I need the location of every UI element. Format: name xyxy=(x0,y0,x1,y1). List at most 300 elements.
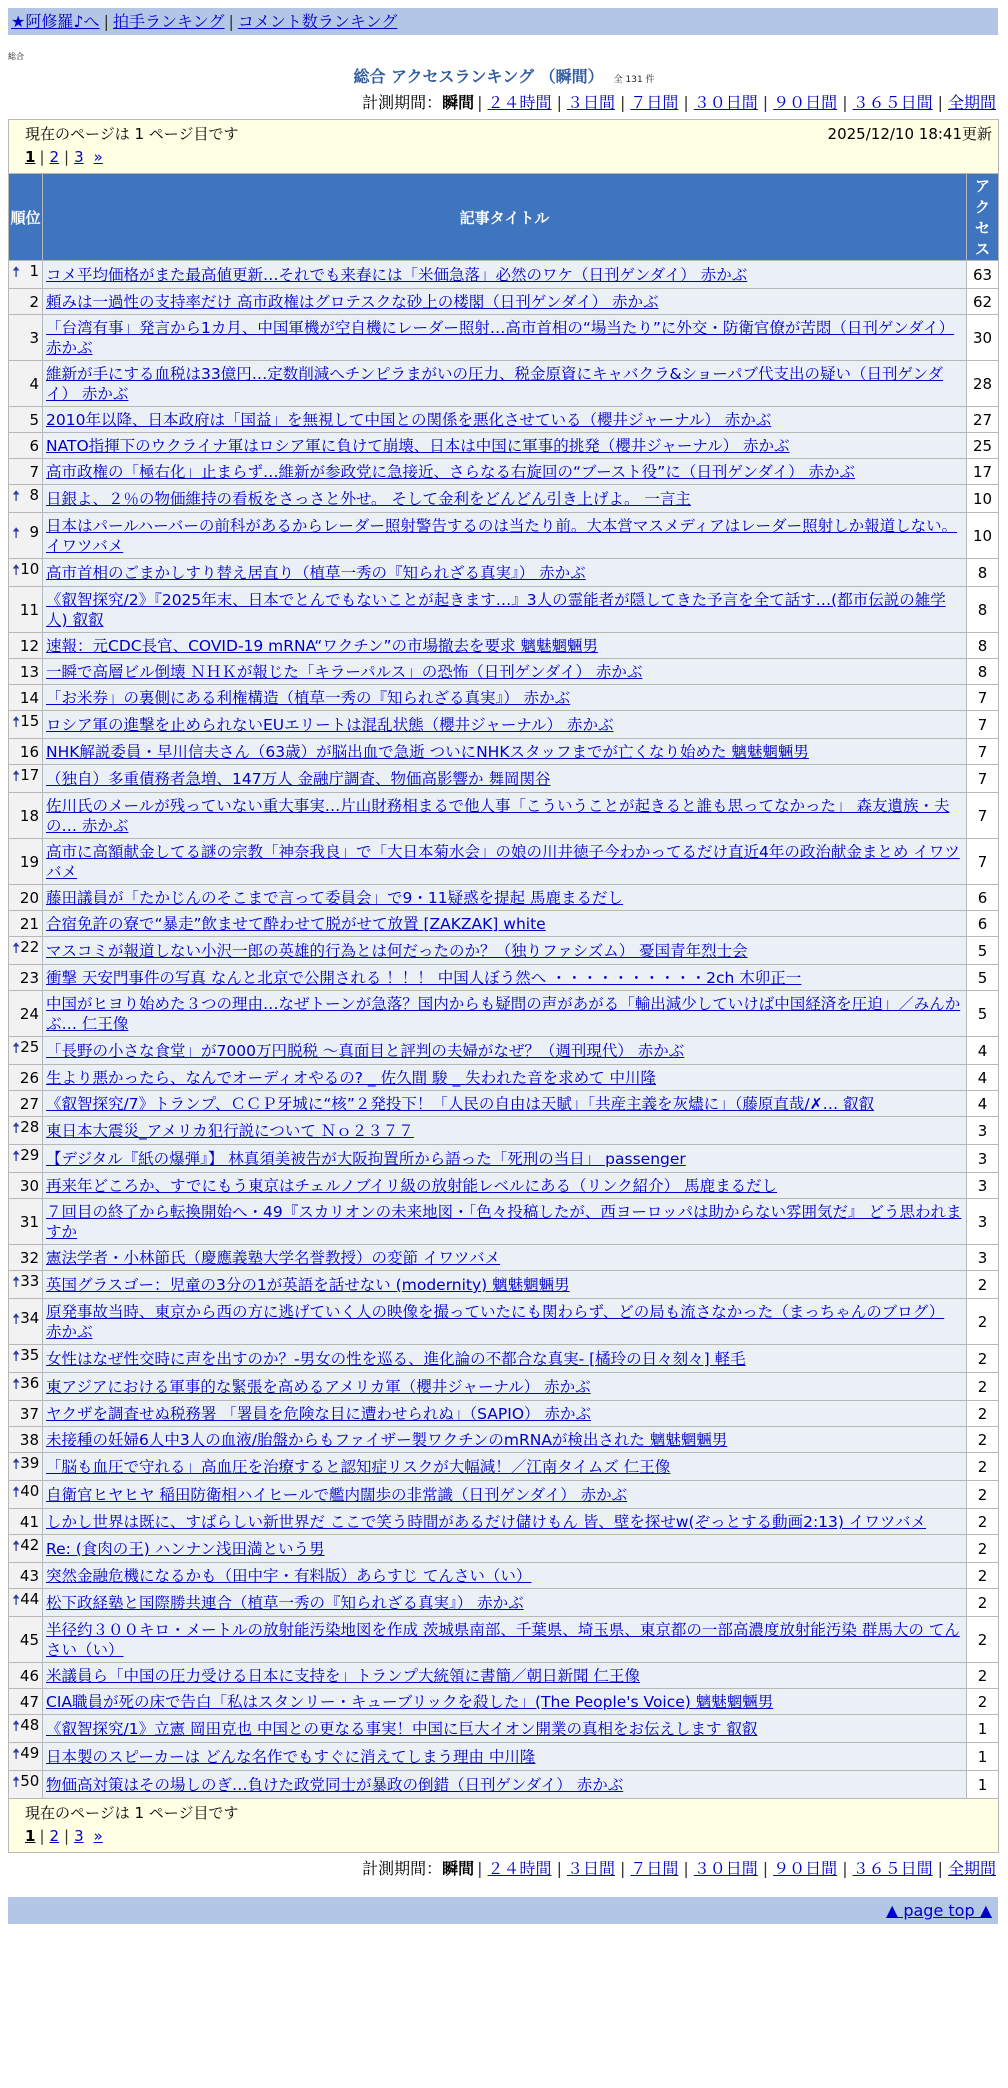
page-top-link[interactable]: ▲ page top ▲ xyxy=(885,1901,992,1920)
access-count: 27 xyxy=(967,407,999,433)
page-current: 1 xyxy=(25,1827,36,1845)
header-title: 記事タイトル xyxy=(43,174,967,261)
period-separator: | xyxy=(556,1859,562,1878)
access-count: 1 xyxy=(967,1715,999,1743)
period-all[interactable]: 全期間 xyxy=(947,1859,996,1878)
access-count: 4 xyxy=(967,1065,999,1091)
period-selector-top xyxy=(0,93,998,113)
rank-number: 36 xyxy=(20,1374,40,1392)
rank-up-arrow-icon: 🠅 xyxy=(12,1537,21,1555)
table-row xyxy=(9,711,999,739)
period-365d[interactable]: ３６５日間 xyxy=(852,93,933,112)
rank-cell xyxy=(9,1427,43,1453)
table-row xyxy=(9,965,999,991)
rank-number: 35 xyxy=(20,1346,40,1364)
article-link[interactable]: （独自）多重債務者急増、147万人 金融庁調査、物価高影響か 舞岡関谷 xyxy=(46,770,551,788)
title-cell xyxy=(43,685,967,711)
ranking-title: 総合 アクセスランキング （瞬間） xyxy=(353,67,604,86)
table-row xyxy=(9,1173,999,1199)
access-count: 8 xyxy=(967,587,999,633)
table-row xyxy=(9,1245,999,1271)
title-cell xyxy=(43,1535,967,1563)
rank-number: 3 xyxy=(29,328,39,347)
rank-number: 4 xyxy=(29,374,39,393)
table-row xyxy=(9,587,999,633)
article-link[interactable]: 英国グラスゴー：児童の3分の1が英語を話せない (modernity) 魑魅魍魎男 xyxy=(46,1276,570,1294)
rank-cell xyxy=(9,965,43,991)
table-row xyxy=(9,315,999,361)
access-count: 28 xyxy=(967,361,999,407)
period-separator: | xyxy=(477,1859,483,1878)
nav-separator: | xyxy=(228,12,234,31)
access-count: 2 xyxy=(967,1345,999,1373)
rank-number: 20 xyxy=(19,888,39,907)
page-separator: | xyxy=(64,1827,70,1845)
rank-cell xyxy=(9,685,43,711)
title-cell xyxy=(43,633,967,659)
rank-up-arrow-icon: 🠅 xyxy=(12,1591,21,1609)
article-link[interactable]: 《叡智探究/2》『2025年末、日本でとんでもないことが起きます…』3人の霊能者が隠してきた予言を全て話す…(都市伝説の雑学人) 叡叡 xyxy=(46,591,946,629)
period-separator: | xyxy=(556,93,562,112)
article-link[interactable]: 藤田議員が「たかじんのそこまで言って委員会」で9・11疑惑を提起 馬鹿まるだし xyxy=(46,889,624,907)
rank-number: 18 xyxy=(19,806,39,825)
access-count: 2 xyxy=(967,1563,999,1589)
rank-number: 21 xyxy=(19,914,39,933)
period-label: 計測期間： xyxy=(362,1859,443,1878)
article-link[interactable]: 米議員ら「中国の圧力受ける日本に支持を」トランプ大統領に書簡／朝日新聞 仁王像 xyxy=(46,1667,640,1685)
table-row xyxy=(9,433,999,459)
rank-cell xyxy=(9,633,43,659)
footer-bar xyxy=(8,1897,998,1924)
rank-number: 9 xyxy=(29,523,39,541)
article-link[interactable]: 日銀よ、２％の物価維持の看板をさっさと外せ。 そして金利をどんどん引き上げよ。 一言主 xyxy=(46,490,691,508)
article-link[interactable]: 高市首相のごまかしすり替え居直り（植草一秀の『知られざる真実』） 赤かぶ xyxy=(46,564,586,582)
article-link[interactable]: 憲法学者・小林節氏（慶應義塾大学名誉教授）の変節 イワツバメ xyxy=(46,1249,501,1267)
title-cell xyxy=(43,659,967,685)
rank-cell xyxy=(9,1091,43,1117)
title-cell xyxy=(43,793,967,839)
title-cell xyxy=(43,739,967,765)
table-row xyxy=(9,289,999,315)
article-link[interactable]: 《叡智探究/1》立憲 岡田克也 中国との更なる事実！中国に巨大イオン開業の真相をお伝えします 叡叡 xyxy=(46,1720,758,1738)
rank-number: 28 xyxy=(20,1118,40,1136)
table-row xyxy=(9,885,999,911)
access-count: 17 xyxy=(967,459,999,485)
clap-ranking-link[interactable]: 拍手ランキング xyxy=(112,12,225,31)
rank-cell xyxy=(9,1245,43,1271)
article-link[interactable]: 頼みは一過性の支持率だけ 高市政権はグロテスクな砂上の楼閣（日刊ゲンダイ） 赤かぶ xyxy=(46,293,659,311)
page-separator: | xyxy=(64,148,70,166)
title-cell xyxy=(43,1173,967,1199)
period-3d[interactable]: ３日間 xyxy=(566,1859,615,1878)
article-link[interactable]: 生より悪かったら、なんでオーディオやるの? _ 佐久間 駿 _ 失われた音を求めて 中川隆 xyxy=(46,1069,657,1087)
rank-up-arrow-icon: 🠅 xyxy=(12,1483,21,1501)
title-cell xyxy=(43,1199,967,1245)
article-link[interactable]: 東日本大震災_アメリカ犯行説について Ｎｏ２３７７ xyxy=(46,1122,414,1140)
ranking-title-row xyxy=(0,67,1008,87)
rank-cell xyxy=(9,793,43,839)
rank-number: 13 xyxy=(19,662,39,681)
rank-cell xyxy=(9,261,43,289)
rank-cell xyxy=(9,739,43,765)
period-all[interactable]: 全期間 xyxy=(947,93,996,112)
rank-number: 25 xyxy=(20,1038,40,1056)
access-count: 2 xyxy=(967,1509,999,1535)
rank-cell xyxy=(9,1145,43,1173)
period-current: 瞬間 xyxy=(442,1859,475,1878)
period-current: 瞬間 xyxy=(442,93,475,112)
rank-cell xyxy=(9,1173,43,1199)
article-link[interactable]: 一瞬で高層ビル倒壊 ＮＨＫが報じた「キラーパルス」の恐怖（日刊ゲンダイ） 赤かぶ xyxy=(46,663,643,681)
pagination xyxy=(25,148,992,166)
article-link[interactable]: 東アジアにおける軍事的な緊張を高めるアメリカ軍（櫻井ジャーナル） 赤かぶ xyxy=(46,1378,591,1396)
access-count: 7 xyxy=(967,685,999,711)
period-separator: | xyxy=(842,1859,848,1878)
article-link[interactable]: 松下政経塾と国際勝共連合（植草一秀の『知られざる真実』） 赤かぶ xyxy=(46,1594,524,1612)
nav-separator: | xyxy=(103,12,109,31)
article-link[interactable]: 維新が手にする血税は33億円…定数削減へチンピラまがいの圧力、税金原資にキャバクラ&ショーパブ代支出の疑い（日刊ゲンダイ） 赤かぶ xyxy=(46,365,944,403)
table-header-row xyxy=(9,174,999,261)
period-separator: | xyxy=(683,93,689,112)
rank-cell xyxy=(9,1617,43,1663)
title-cell xyxy=(43,261,967,289)
rank-cell xyxy=(9,315,43,361)
access-count: 8 xyxy=(967,559,999,587)
title-cell xyxy=(43,1117,967,1145)
rank-number: 10 xyxy=(20,560,40,578)
title-cell xyxy=(43,1715,967,1743)
rank-up-arrow-icon: 🠅 xyxy=(12,263,21,281)
article-link[interactable]: 高市に高額献金してる謎の宗教「神奈我良」で「大日本菊水会」の娘の川井徳子今わかってるだけ直近4年の政治献金まとめ イワツバメ xyxy=(46,843,960,881)
article-link[interactable]: 自衛官ヒヤヒヤ 稲田防衛相ハイヒールで艦内闊歩の非常識（日刊ゲンダイ） 赤かぶ xyxy=(46,1486,628,1504)
current-page-text: 現在のページは 1 ページ目です xyxy=(25,125,239,143)
access-count: 2 xyxy=(967,1617,999,1663)
home-link[interactable]: ★阿修羅♪へ xyxy=(11,12,100,31)
table-row xyxy=(9,485,999,513)
rank-cell xyxy=(9,1715,43,1743)
article-link[interactable]: 日本はパールハーバーの前科があるからレーダー照射警告するのは当たり前。大本営マスメディアはレーダー照射しか報道しない。 イワツバメ xyxy=(46,517,958,555)
rank-number: 2 xyxy=(29,292,39,311)
current-page-text: 現在のページは 1 ページ目です xyxy=(25,1804,239,1822)
title-cell xyxy=(43,1689,967,1715)
table-row xyxy=(9,1373,999,1401)
access-count: 3 xyxy=(967,1145,999,1173)
title-cell xyxy=(43,937,967,965)
rank-number: 44 xyxy=(20,1590,40,1608)
header-access: アクセス xyxy=(967,174,999,261)
rank-cell xyxy=(9,1065,43,1091)
access-count: 1 xyxy=(967,1771,999,1799)
rank-number: 29 xyxy=(20,1146,40,1164)
article-link[interactable]: コメ平均価格がまた最高値更新…それでも来春には「米価急落」必然のワケ（日刊ゲンダイ） 赤かぶ xyxy=(46,266,748,284)
article-link[interactable]: 衝撃 天安門事件の写真 なんと北京で公開される ！！！ 中国人ぼう然へ ・・・・・・・・・・2ch 木卯正一 xyxy=(46,969,802,987)
rank-number: 27 xyxy=(19,1094,39,1113)
period-separator: | xyxy=(683,1859,689,1878)
title-cell xyxy=(43,1091,967,1117)
page-separator: | xyxy=(39,148,45,166)
rank-number: 16 xyxy=(19,742,39,761)
rank-number: 46 xyxy=(19,1666,39,1685)
comment-ranking-link[interactable]: コメント数ランキング xyxy=(237,12,398,31)
access-count: 3 xyxy=(967,1199,999,1245)
article-link[interactable]: NHK解説委員・早川信夫さん（63歳）が脳出血で急逝 ついにNHKスタッフまでが亡くなり始めた 魑魅魍魎男 xyxy=(46,743,809,761)
rank-number: 23 xyxy=(19,968,39,987)
table-row xyxy=(9,1091,999,1117)
rank-up-arrow-icon: 🠅 xyxy=(12,1745,21,1763)
next-page-link[interactable]: » xyxy=(93,1827,103,1845)
title-cell xyxy=(43,911,967,937)
article-link[interactable]: 「お米券」の裏側にある利権構造（植草一秀の『知られざる真実』） 赤かぶ xyxy=(46,689,571,707)
table-row xyxy=(9,1743,999,1771)
rank-cell xyxy=(9,1563,43,1589)
access-count: 7 xyxy=(967,711,999,739)
rank-number: 42 xyxy=(20,1536,40,1554)
access-count: 5 xyxy=(967,991,999,1037)
rank-number: 40 xyxy=(20,1482,40,1500)
period-30d[interactable]: ３０日間 xyxy=(693,93,758,112)
pagination xyxy=(25,1827,992,1845)
article-link[interactable]: 「長野の小さな食堂」が7000万円脱税 ～真面目と評判の夫婦がなぜ？（週刊現代） 赤かぶ xyxy=(46,1042,685,1060)
rank-number: 5 xyxy=(29,410,39,429)
table-row xyxy=(9,513,999,559)
rank-up-arrow-icon: 🠅 xyxy=(12,1773,21,1791)
table-row xyxy=(9,1065,999,1091)
rank-number: 48 xyxy=(20,1716,40,1734)
period-separator: | xyxy=(477,93,483,112)
page-2-link[interactable]: 2 xyxy=(49,148,60,166)
title-cell xyxy=(43,407,967,433)
article-link[interactable]: 合宿免許の寮で“暴走”飲ませて酔わせて脱がせて放置 [ZAKZAK] white xyxy=(46,915,546,933)
period-separator: | xyxy=(619,1859,626,1878)
access-count: 2 xyxy=(967,1271,999,1299)
rank-number: 1 xyxy=(29,262,39,280)
rank-cell xyxy=(9,513,43,559)
period-24h[interactable]: ２４時間 xyxy=(487,1859,552,1878)
rank-cell xyxy=(9,289,43,315)
article-link[interactable]: Re: (食肉の王) ハンナン浅田満という男 xyxy=(46,1540,325,1558)
access-count: 2 xyxy=(967,1453,999,1481)
rank-number: 50 xyxy=(20,1772,40,1790)
title-cell xyxy=(43,1373,967,1401)
rank-number: 26 xyxy=(19,1068,39,1087)
period-separator: | xyxy=(619,93,626,112)
access-count: 6 xyxy=(967,885,999,911)
title-cell xyxy=(43,559,967,587)
article-link[interactable]: 未接種の妊婦6人中3人の血液/胎盤からもファイザー製ワクチンのmRNAが検出された 魑魅魍魎男 xyxy=(46,1431,728,1449)
article-link[interactable]: 中国がヒヨり始めた３つの理由…なぜトーンが急落？国内からも疑問の声があがる「輸出減少していけば中国経済を圧迫」／みんかぶ… 仁王像 xyxy=(46,995,961,1033)
title-cell xyxy=(43,315,967,361)
rank-cell xyxy=(9,1743,43,1771)
period-90d[interactable]: ９０日間 xyxy=(773,93,838,112)
table-row xyxy=(9,1199,999,1245)
ranking-table xyxy=(8,119,999,1853)
table-row xyxy=(9,1509,999,1535)
rank-number: 31 xyxy=(19,1212,39,1231)
access-count: 2 xyxy=(967,1589,999,1617)
period-30d[interactable]: ３０日間 xyxy=(693,1859,758,1878)
page-3-link[interactable]: 3 xyxy=(74,1827,84,1845)
rank-cell xyxy=(9,1689,43,1715)
article-link[interactable]: 【デジタル『紙の爆弾』】 林真須美被告が大阪拘置所から語った「死刑の当日」 passenger xyxy=(46,1150,686,1168)
title-cell xyxy=(43,485,967,513)
title-cell xyxy=(43,1145,967,1173)
access-count: 2 xyxy=(967,1401,999,1427)
title-cell xyxy=(43,1481,967,1509)
title-cell xyxy=(43,885,967,911)
access-count: 8 xyxy=(967,659,999,685)
header-rank: 順位 xyxy=(9,174,43,261)
article-link[interactable]: 突然金融危機になるかも（田中宇・有料版）あらすじ てんさい（い） xyxy=(46,1567,532,1585)
period-7d[interactable]: ７日間 xyxy=(630,1859,679,1878)
access-count: 6 xyxy=(967,911,999,937)
rank-number: 24 xyxy=(19,1004,39,1023)
rank-number: 14 xyxy=(19,688,39,707)
period-separator: | xyxy=(762,93,769,112)
rank-up-arrow-icon: 🠅 xyxy=(12,1039,21,1057)
rank-number: 47 xyxy=(19,1692,39,1711)
page-current: 1 xyxy=(25,148,36,166)
rank-cell xyxy=(9,711,43,739)
article-link[interactable]: ヤクザを調査せぬ税務署 「署員を危険な目に遭わせられぬ」（SAPIO） 赤かぶ xyxy=(46,1405,591,1423)
article-link[interactable]: 原発事故当時、東京から西の方に逃げていく人の映像を撮っていたにも関わらず、どの局も流さなかった（まっちゃんのブログ） 赤かぶ xyxy=(46,1303,945,1341)
rank-number: 22 xyxy=(20,938,40,956)
rank-cell xyxy=(9,1535,43,1563)
period-24h[interactable]: ２４時間 xyxy=(487,93,552,112)
period-90d[interactable]: ９０日間 xyxy=(773,1859,838,1878)
rank-cell xyxy=(9,587,43,633)
rank-cell xyxy=(9,1373,43,1401)
rank-cell xyxy=(9,1271,43,1299)
rank-cell xyxy=(9,1037,43,1065)
article-link[interactable]: 物価高対策はその場しのぎ…負けた政党同士が暴政の倒錯（日刊ゲンダイ） 赤かぶ xyxy=(46,1776,624,1794)
period-separator: | xyxy=(762,1859,769,1878)
rank-cell xyxy=(9,1401,43,1427)
rank-number: 49 xyxy=(20,1744,40,1762)
rank-cell xyxy=(9,1771,43,1799)
rank-number: 6 xyxy=(29,436,39,455)
table-row xyxy=(9,1771,999,1799)
access-count: 7 xyxy=(967,765,999,793)
article-link[interactable]: マスコミが報道しない小沢一郎の英雄的行為とは何だったのか？（独りファシズム） 憂国青年烈士会 xyxy=(46,942,748,960)
rank-up-arrow-icon: 🠅 xyxy=(12,1717,21,1735)
access-count: 5 xyxy=(967,937,999,965)
title-cell xyxy=(43,1743,967,1771)
title-cell xyxy=(43,1299,967,1345)
title-cell xyxy=(43,587,967,633)
article-link[interactable]: 高市政権の「極右化」止まらず…維新が参政党に急接近、さらなる右旋回の“ブースト役”に（日刊ゲンダイ） 赤かぶ xyxy=(46,463,856,481)
access-count: 2 xyxy=(967,1373,999,1401)
article-link[interactable]: 佐川氏のメールが残っていない重大事実…片山財務相まるで他人事「こういうことが起きると誰も思ってなかった」 森友遺族・夫の… 赤かぶ xyxy=(46,797,950,835)
rank-cell xyxy=(9,1589,43,1617)
access-count: 7 xyxy=(967,739,999,765)
rank-up-arrow-icon: 🠅 xyxy=(12,1455,21,1473)
article-link[interactable]: 日本製のスピーカーは どんな名作でもすぐに消えてしまう理由 中川隆 xyxy=(46,1748,536,1766)
title-cell xyxy=(43,1271,967,1299)
table-row xyxy=(9,459,999,485)
rank-cell xyxy=(9,937,43,965)
rank-number: 19 xyxy=(19,852,39,871)
access-count: 2 xyxy=(967,1299,999,1345)
rank-up-arrow-icon: 🠅 xyxy=(12,561,21,579)
access-count: 2 xyxy=(967,1663,999,1689)
table-row xyxy=(9,793,999,839)
article-link[interactable]: 半径约３００キロ・メートルの放射能汚染地図を作成 茨城県南部、千葉県、埼玉県、東京都の一部高濃度放射能汚染 群馬大の てんさい（い） xyxy=(46,1621,960,1659)
page-2-link[interactable]: 2 xyxy=(49,1827,60,1845)
rank-number: 8 xyxy=(29,486,39,504)
pager-bottom xyxy=(9,1799,999,1853)
rank-up-arrow-icon: 🠅 xyxy=(12,767,21,785)
title-cell xyxy=(43,1065,967,1091)
access-count: 3 xyxy=(967,1117,999,1145)
rank-cell xyxy=(9,1481,43,1509)
period-365d[interactable]: ３６５日間 xyxy=(852,1859,933,1878)
table-row xyxy=(9,559,999,587)
table-row xyxy=(9,1481,999,1509)
rank-cell xyxy=(9,433,43,459)
access-count: 62 xyxy=(967,289,999,315)
article-link[interactable]: 「脳も血圧で守れる」高血圧を治療すると認知症リスクが大幅減！／江南タイムズ 仁王像 xyxy=(46,1458,671,1476)
period-separator: | xyxy=(937,1859,943,1878)
table-row xyxy=(9,1589,999,1617)
access-count: 3 xyxy=(967,1245,999,1271)
page-3-link[interactable]: 3 xyxy=(74,148,84,166)
article-link[interactable]: 《叡智探究/7》トランプ、ＣＣＰ牙城に“核”２発投下！「人民の自由は天賦」「共産主義を灰燼に」（藤原直哉/✗… 叡叡 xyxy=(46,1095,875,1113)
article-link[interactable]: CIA職員が死の床で告白「私はスタンリー・キューブリックを殺した」(The People's Voice) 魑魅魍魎男 xyxy=(46,1693,774,1711)
article-link[interactable]: 女性はなぜ性交時に声を出すのか？-男女の性を巡る、進化論の不都合な真実- [橘玲の日々刻々] 軽毛 xyxy=(46,1350,746,1368)
title-cell xyxy=(43,513,967,559)
table-row xyxy=(9,261,999,289)
article-link[interactable]: ロシア軍の進撃を止められないEUエリートは混乱状態（櫻井ジャーナル） 赤かぶ xyxy=(46,716,614,734)
title-cell xyxy=(43,1563,967,1589)
rank-number: 39 xyxy=(20,1454,40,1472)
title-cell xyxy=(43,1401,967,1427)
table-row xyxy=(9,1689,999,1715)
title-cell xyxy=(43,1589,967,1617)
period-separator: | xyxy=(842,93,848,112)
article-link[interactable]: NATO指揮下のウクライナ軍はロシア軍に負けて崩壊、日本は中国に軍事的挑発（櫻井ジャーナル） 赤かぶ xyxy=(46,437,790,455)
article-link[interactable]: 2010年以降、日本政府は「国益」を無視して中国との関係を悪化させている（櫻井ジャーナル） 赤かぶ xyxy=(46,411,772,429)
rank-number: 17 xyxy=(20,766,40,784)
next-page-link[interactable]: » xyxy=(93,148,103,166)
access-count: 63 xyxy=(967,261,999,289)
rank-number: 7 xyxy=(29,462,39,481)
table-row xyxy=(9,1663,999,1689)
title-cell xyxy=(43,289,967,315)
period-3d[interactable]: ３日間 xyxy=(566,93,615,112)
article-link[interactable]: ７回目の終了から転換開始へ・49『スカリオンの未来地図・「色々投稿したが、西ヨーロッパは助からない雰囲気だ』 どう思われますか xyxy=(46,1203,962,1241)
period-7d[interactable]: ７日間 xyxy=(630,93,679,112)
table-row xyxy=(9,1563,999,1589)
article-link[interactable]: 再来年どころか、すでにもう東京はチェルノブイリ級の放射能レベルにある（リンク紹介） 馬鹿まるだし xyxy=(46,1177,778,1195)
rank-cell xyxy=(9,485,43,513)
article-link[interactable]: 「台湾有事」発言から1カ月、中国軍機が空自機にレーダー照射…高市首相の“場当たり”に外交・防衛官僚が苦悶（日刊ゲンダイ） 赤かぶ xyxy=(46,319,955,357)
access-count: 2 xyxy=(967,1427,999,1453)
table-row xyxy=(9,633,999,659)
updated-timestamp: 2025/12/10 18:41更新 xyxy=(827,125,992,143)
table-row xyxy=(9,765,999,793)
article-link[interactable]: 速報：元CDC長官、COVID-19 mRNA“ワクチン”の市場撤去を要求 魑魅魍魎男 xyxy=(46,637,598,655)
rank-up-arrow-icon: 🠅 xyxy=(12,1310,21,1328)
rank-up-arrow-icon: 🠅 xyxy=(12,1119,21,1137)
access-count: 10 xyxy=(967,485,999,513)
table-row xyxy=(9,991,999,1037)
table-row xyxy=(9,1617,999,1663)
rank-number: 30 xyxy=(19,1176,39,1195)
access-count: 5 xyxy=(967,965,999,991)
article-link[interactable]: しかし世界は既に、すばらしい新世界だ ここで笑う時間があるだけ儲けもん 皆、壁を探せw(ぞっとする動画2:13) イワツバメ xyxy=(46,1513,927,1531)
total-count: 全 131 件 xyxy=(613,75,655,85)
rank-number: 34 xyxy=(20,1309,40,1327)
